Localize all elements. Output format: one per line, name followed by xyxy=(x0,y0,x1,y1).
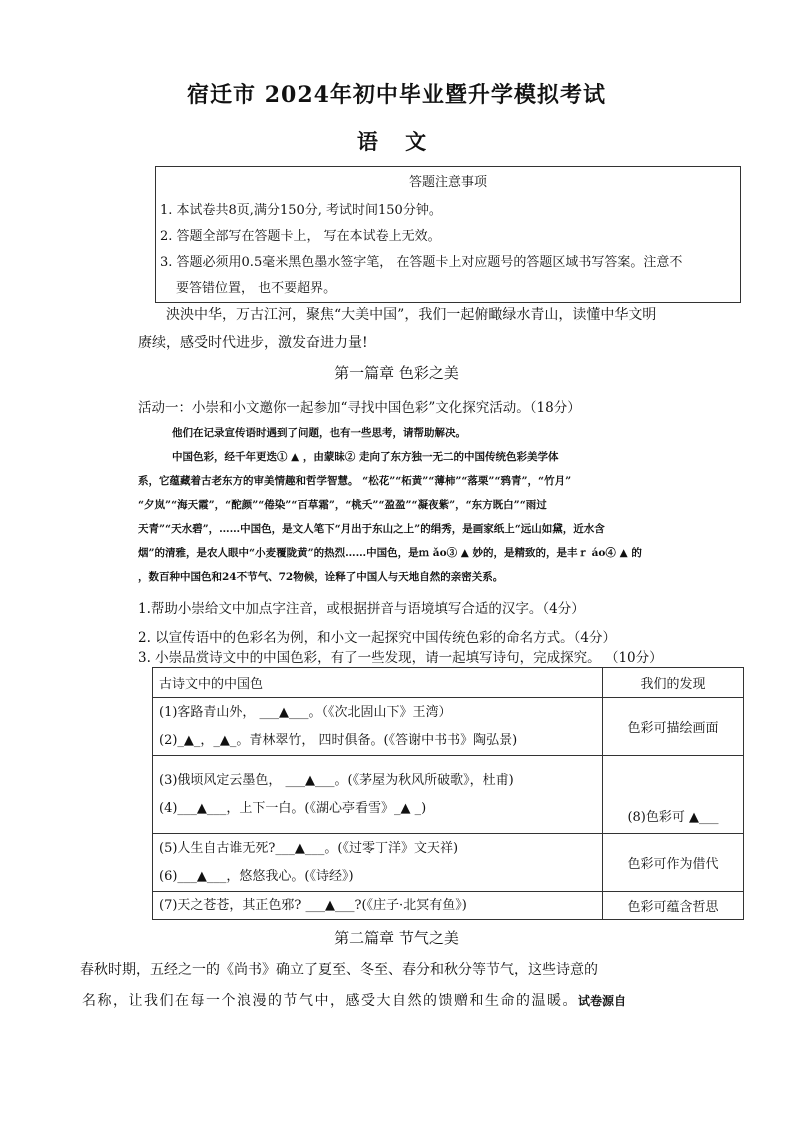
table-header: 古诗文中的中国色 xyxy=(153,668,603,698)
finding-cell: 色彩可描绘画面 xyxy=(603,698,744,756)
poem-cell xyxy=(153,698,603,756)
poem-line: (7)天之苍苍，其正色邪? ___▲___?(《庄子·北冥有鱼》) xyxy=(159,897,467,913)
closing-line: 春秋时期，五经之一的《尚书》确立了夏至、冬至、春分和秋分等节气，这些诗意的 xyxy=(80,962,598,978)
notice-item: 要答错位置， 也不要超界。 xyxy=(176,281,337,296)
subject-title: 语 文 xyxy=(356,129,437,154)
question-2: 2. 以宣传语中的色彩名为例，和小文一起探究中国传统色彩的命名方式。（4分） xyxy=(138,630,617,646)
notice-item: 3. 答题必须用0.5毫米黑色墨水签字笔， 在答题卡上对应题号的答题区域书写答案。注意不 xyxy=(160,255,683,270)
intro-line: 赓续，感受时代进步，激发奋进力量! xyxy=(138,335,368,351)
activity-one-title: 活动一：小崇和小文邀你一起参加“寻找中国色彩”文化探究活动。（18分） xyxy=(138,400,581,416)
passage-line: ，数百种中国色和24不节气、72物候，诠释了中国人与天地自然的亲密关系。 xyxy=(138,571,504,583)
notice-box xyxy=(155,166,741,303)
poem-cell xyxy=(153,892,603,920)
table-row xyxy=(153,892,744,920)
activity-lead: 他们在记录宣传语时遇到了问题，也有一些思考，请帮助解决。 xyxy=(172,427,466,439)
chapter-one-title: 第一篇章 色彩之美 xyxy=(334,364,459,382)
poem-cell xyxy=(153,834,603,892)
poem-line: (5)人生自古谁无死?___▲___。(《过零丁洋》文天祥) xyxy=(159,840,459,856)
watermark-text: 试卷源自 xyxy=(578,994,627,1008)
table-row xyxy=(153,698,744,756)
poem-line: (6)___▲___，悠悠我心。(《诗经》) xyxy=(159,868,354,884)
notice-item: 1. 本试卷共8页,满分150分, 考试时间150分钟。 xyxy=(160,203,442,218)
chapter-two-title: 第二篇章 节气之美 xyxy=(334,929,459,947)
exam-title: 宿迁市 2024年初中毕业暨升学模拟考试 xyxy=(187,82,606,108)
passage-line: “夕岚”“海天霞”，“酡颜”“倦染”“百草霜”，“桃夭”“盈盈”“凝夜紫”，“东方既白”“雨过 xyxy=(138,499,547,511)
poem-line: (4)___▲___，上下一白。(《湖心亭看雪》_▲ _) xyxy=(159,800,427,816)
table-row xyxy=(153,756,744,834)
passage-line: 中国色彩，经千年更迭① ▲ ，由蒙昧② 走向了东方独一无二的中国传统色彩美学体 xyxy=(172,451,559,463)
notice-item: 2. 答题全部写在答题卡上， 写在本试卷上无效。 xyxy=(160,229,441,244)
table-header: 我们的发现 xyxy=(603,668,744,698)
finding-cell: (8)色彩可 ▲___ xyxy=(603,756,744,834)
notice-heading: 答题注意事项 xyxy=(408,175,487,190)
poem-line: (2)_▲_，_▲_。青林翠竹， 四时俱备。(《答谢中书书》陶弘景) xyxy=(159,732,518,748)
poem-line: (1)客路青山外， ___▲___。（《次北固山下》王湾） xyxy=(159,704,452,720)
table-header-row xyxy=(153,668,744,698)
poem-cell xyxy=(153,756,603,834)
table-row xyxy=(153,834,744,892)
question-1: 1.帮助小崇给文中加点字注音，或根据拼音与语境填写合适的汉字。（4分） xyxy=(138,601,585,617)
question-3: 3. 小崇品赏诗文中的中国色彩，有了一些发现，请一起填写诗句，完成探究。 （10分） xyxy=(138,650,663,666)
poem-table xyxy=(152,667,744,920)
passage-line: 系，它蕴藏着古老东方的审美情趣和哲学智慧。 “松花”“柘黄”“薄柿”“落栗”“鸦青”，“竹月” xyxy=(138,475,572,487)
passage-line: 天青”“天水碧”，……中国色，是文人笔下“月出于东山之上”的绢秀，是画家纸上“远山如黛，近水含 xyxy=(138,523,605,535)
finding-cell: 色彩可作为借代 xyxy=(603,834,744,892)
finding-cell: 色彩可蕴含哲思 xyxy=(603,892,744,920)
passage-line: 烟”的清雅，是农人眼中“小麦覆陇黄”的热烈……中国色，是ｍ ǎo③ ▲ 妙的，是精致的，是丰ｒ áo④ ▲ 的 xyxy=(138,547,642,559)
closing-text: 名称，让我们在每一个浪漫的节气中，感受大自然的馈赠和生命的温暖。 xyxy=(82,993,578,1009)
closing-line xyxy=(82,990,626,1010)
intro-line: 泱泱中华，万古江河，聚焦“大美中国”，我们一起俯瞰绿水青山，读懂中华文明 xyxy=(166,307,657,323)
poem-line: (3)俄顷风定云墨色， ___▲___。(《茅屋为秋风所破歌》，杜甫) xyxy=(159,772,514,788)
